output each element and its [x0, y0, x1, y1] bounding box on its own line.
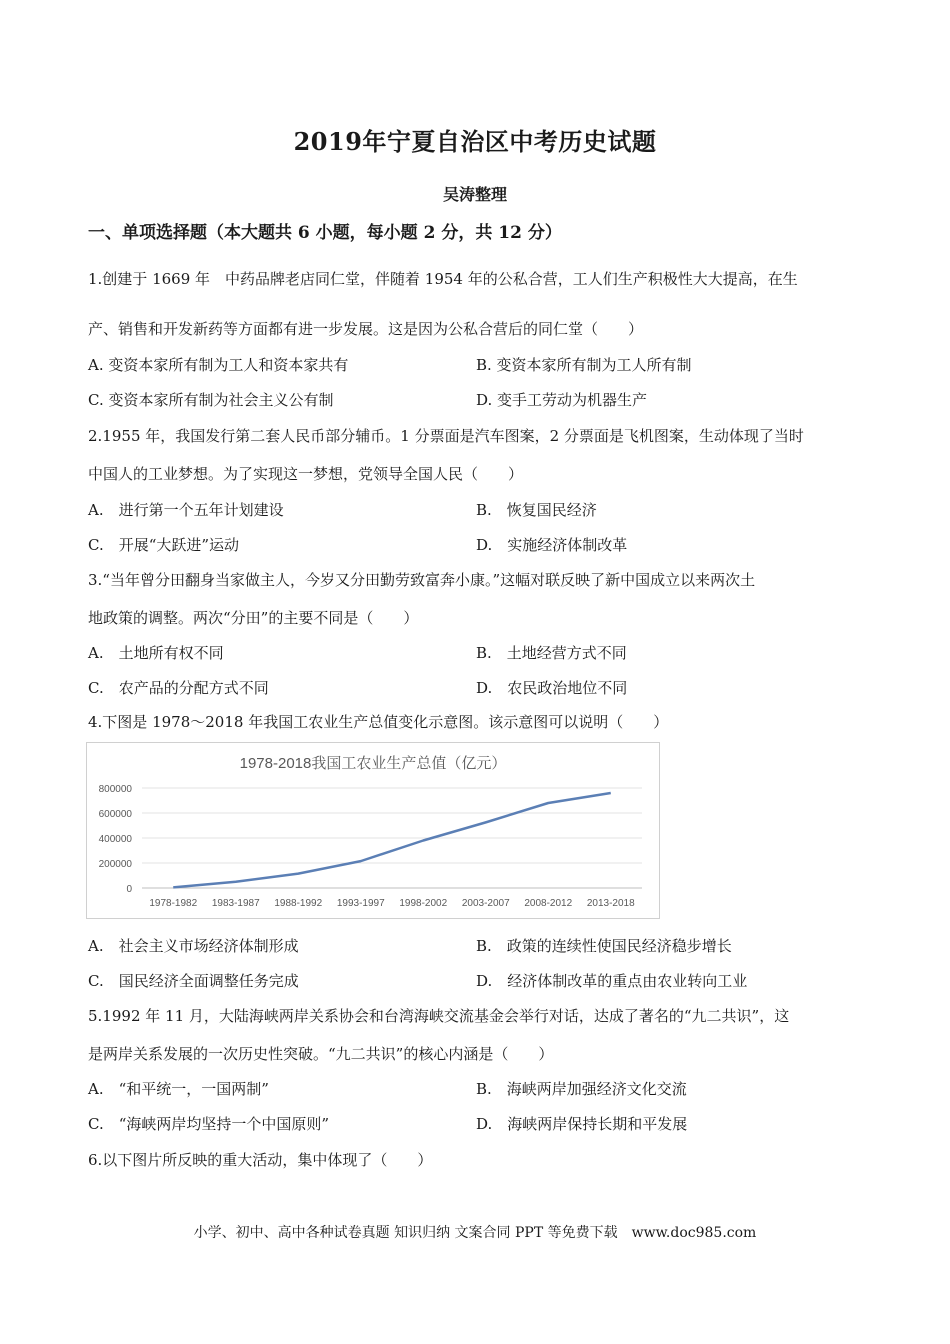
- page-title: 2019年宁夏自治区中考历史试题: [293, 127, 657, 156]
- question-1-option-b: B. 变资本家所有制为工人所有制: [476, 356, 692, 374]
- series-line: [173, 793, 611, 887]
- chart-canvas: [87, 743, 659, 918]
- y-tick-label: 600000: [98, 809, 132, 820]
- question-5-line-1: 5.1992 年 11 月，大陆海峡两岸关系协会和台湾海峡交流基金会举行对话，达成了著名的“九二共识”，这: [88, 1007, 790, 1025]
- x-tick-label: 2003-2007: [461, 898, 510, 909]
- question-1-line-2: 产、销售和开发新药等方面都有进一步发展。这是因为公私合营后的同仁堂（ ）: [88, 320, 644, 338]
- question-3-option-d: D. 农民政治地位不同: [476, 679, 628, 697]
- question-1-option-d: D. 变手工劳动为机器生产: [476, 391, 648, 409]
- question-6-line-1: 6.以下图片所反映的重大活动，集中体现了（ ）: [88, 1151, 433, 1169]
- gdp-line-chart: [86, 742, 660, 919]
- y-tick-label: 400000: [98, 834, 132, 845]
- question-5-option-b: B. 海峡两岸加强经济文化交流: [476, 1080, 687, 1098]
- chart-grid: [142, 788, 642, 888]
- question-2-option-c: C. 开展“大跃进”运动: [88, 536, 240, 554]
- question-5-option-a: A. “和平统一，一国两制”: [88, 1080, 269, 1098]
- question-4-option-a: A. 社会主义市场经济体制形成: [88, 937, 299, 955]
- x-tick-label: 2013-2018: [586, 898, 635, 909]
- page-footer: 小学、初中、高中各种试卷真题 知识归纳 文案合同 PPT 等免费下载 www.doc985.com: [193, 1225, 757, 1241]
- x-tick-label: 1988-1992: [274, 898, 323, 909]
- question-4-option-b: B. 政策的连续性使国民经济稳步增长: [476, 937, 732, 955]
- question-1-option-c: C. 变资本家所有制为社会主义公有制: [88, 391, 334, 409]
- chart-x-ticks: [149, 898, 635, 909]
- question-2-option-b: B. 恢复国民经济: [476, 501, 597, 519]
- page-subtitle: 吴涛整理: [442, 185, 507, 204]
- question-4-line-1: 4.下图是 1978～2018 年我国工农业生产总值变化示意图。该示意图可以说明（ ）: [88, 713, 669, 731]
- question-3-option-a: A. 土地所有权不同: [88, 644, 224, 662]
- x-tick-label: 1983-1987: [211, 898, 260, 909]
- chart-y-ticks: [99, 784, 133, 895]
- x-tick-label: 1998-2002: [399, 898, 448, 909]
- y-tick-label: 200000: [98, 859, 132, 870]
- question-4-option-c: C. 国民经济全面调整任务完成: [88, 972, 299, 990]
- question-5-option-c: C. “海峡两岸均坚持一个中国原则”: [88, 1115, 330, 1133]
- question-3-line-1: 3.“当年曾分田翻身当家做主人，今岁又分田勤劳致富奔小康。”这幅对联反映了新中国成立以来两次土: [88, 571, 756, 589]
- question-5-option-d: D. 海峡两岸保持长期和平发展: [476, 1115, 688, 1133]
- chart-title: 1978-2018我国工农业生产总值（亿元）: [239, 755, 507, 772]
- question-3-option-b: B. 土地经营方式不同: [476, 644, 627, 662]
- section-heading: 一、单项选择题（本大题共 6 小题，每小题 2 分，共 12 分）: [88, 223, 562, 243]
- question-5-line-2: 是两岸关系发展的一次历史性突破。“九二共识”的核心内涵是（ ）: [88, 1045, 554, 1063]
- question-1-option-a: A. 变资本家所有制为工人和资本家共有: [88, 356, 349, 374]
- x-tick-label: 1993-1997: [336, 898, 385, 909]
- question-2-line-1: 2.1955 年，我国发行第二套人民币部分辅币。1 分票面是汽车图案，2 分票面是飞机图案，生动体现了当时: [88, 427, 804, 445]
- y-tick-label: 800000: [98, 784, 132, 795]
- question-1-line-1: 1.创建于 1669 年 中药品牌老店同仁堂，伴随着 1954 年的公私合营，工人们生产积极性大大提高，在生: [88, 270, 798, 288]
- y-tick-label: 0: [126, 884, 132, 895]
- x-tick-label: 2008-2012: [524, 898, 573, 909]
- question-2-line-2: 中国人的工业梦想。为了实现这一梦想，党领导全国人民（ ）: [88, 465, 524, 483]
- question-3-line-2: 地政策的调整。两次“分田”的主要不同是（ ）: [88, 609, 419, 627]
- chart-series: [173, 793, 611, 888]
- x-tick-label: 1978-1982: [149, 898, 198, 909]
- question-4-option-d: D. 经济体制改革的重点由农业转向工业: [476, 972, 748, 990]
- question-2-option-d: D. 实施经济体制改革: [476, 536, 628, 554]
- question-3-option-c: C. 农产品的分配方式不同: [88, 679, 269, 697]
- question-2-option-a: A. 进行第一个五年计划建设: [88, 501, 284, 519]
